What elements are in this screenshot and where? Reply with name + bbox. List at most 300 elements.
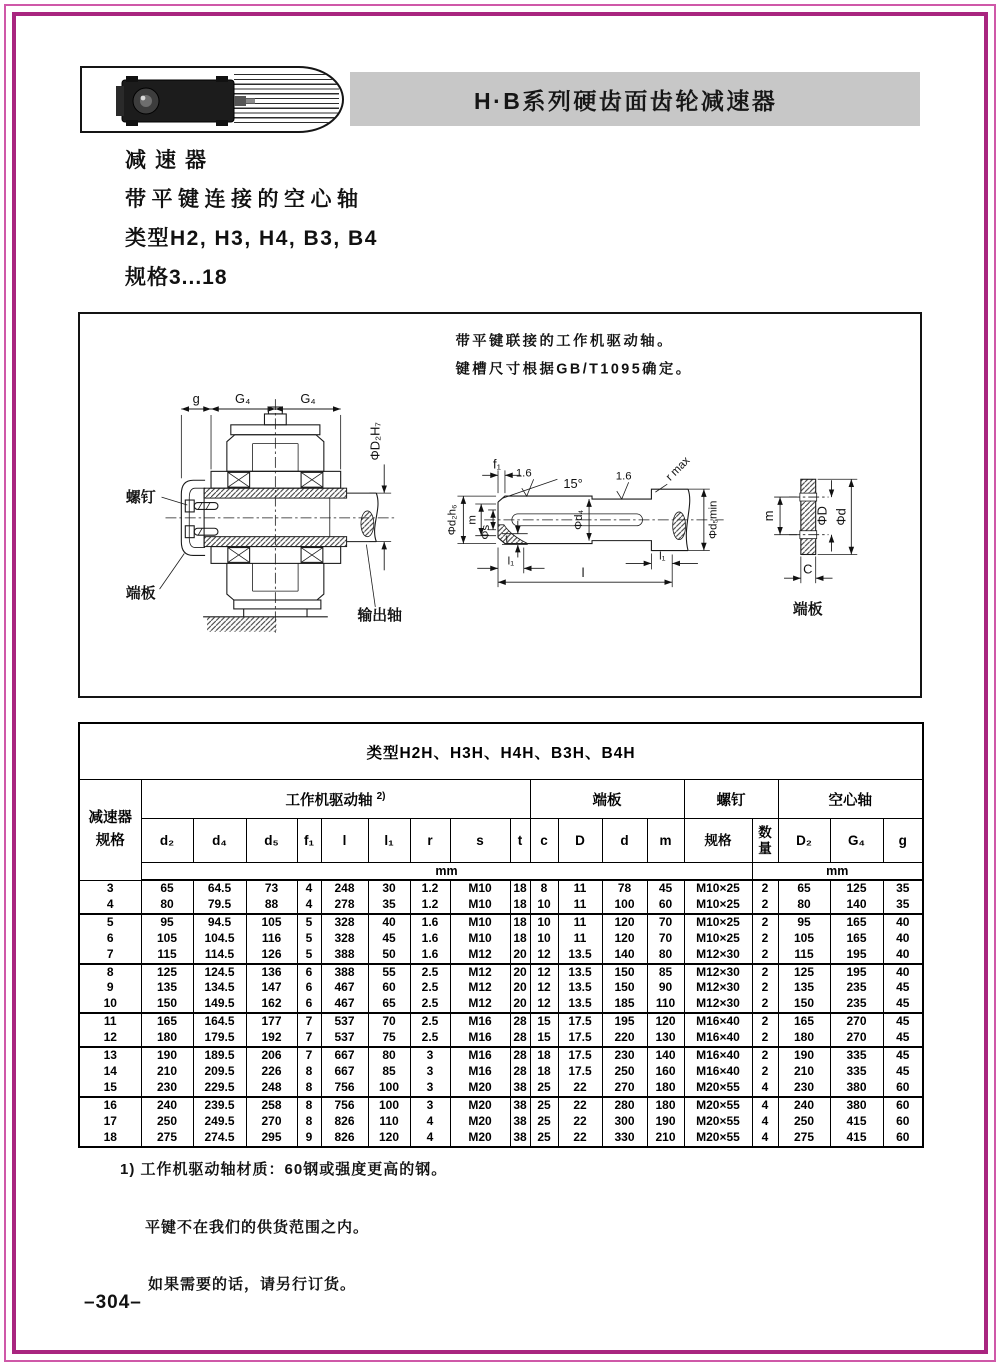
data-cell: M16×40 [684, 1030, 752, 1047]
data-cell: M16 [450, 1013, 510, 1030]
data-cell: 270 [830, 1030, 883, 1047]
data-cell: 110 [368, 1114, 410, 1130]
unit-mm-right: mm [752, 863, 923, 881]
data-cell: 60 [368, 980, 410, 996]
data-cell: M12×30 [684, 980, 752, 996]
data-cell: 209.5 [193, 1064, 246, 1080]
footnote-3: 如果需要的话，请另行订货。 [148, 1276, 357, 1293]
data-cell: 78 [602, 880, 647, 897]
row-size-cell: 14 [79, 1064, 141, 1080]
data-cell: 165 [778, 1013, 830, 1030]
data-cell: M16×40 [684, 1047, 752, 1064]
data-cell: 4 [410, 1130, 450, 1147]
data-cell: 1.2 [410, 880, 450, 897]
data-cell: M12×30 [684, 964, 752, 981]
dim-phi-d: Φd [833, 508, 849, 526]
data-cell: 11 [558, 914, 602, 931]
col-l: l [321, 819, 368, 863]
data-cell: 248 [321, 880, 368, 897]
data-cell: 140 [602, 947, 647, 964]
data-cell: 28 [510, 1064, 530, 1080]
dim-d4: Φd₄ [573, 509, 586, 530]
data-cell: M16×40 [684, 1013, 752, 1030]
data-cell: 80 [778, 897, 830, 914]
data-cell: 3 [410, 1047, 450, 1064]
data-cell: 4 [297, 897, 321, 914]
data-cell: M20×55 [684, 1080, 752, 1097]
col-f1: f₁ [297, 819, 321, 863]
data-cell: M10×25 [684, 931, 752, 947]
data-cell: 180 [647, 1097, 684, 1114]
data-cell: 8 [297, 1080, 321, 1097]
data-cell: 2 [752, 897, 778, 914]
data-cell: 13.5 [558, 996, 602, 1013]
data-cell: 258 [246, 1097, 297, 1114]
data-cell: 2 [752, 996, 778, 1013]
data-cell: 8 [297, 1064, 321, 1080]
data-cell: 190 [778, 1047, 830, 1064]
data-cell: M12 [450, 947, 510, 964]
data-cell: 80 [368, 1047, 410, 1064]
data-cell: 15 [530, 1030, 558, 1047]
data-cell: M10×25 [684, 897, 752, 914]
data-cell: 275 [141, 1130, 193, 1147]
data-cell: 185 [602, 996, 647, 1013]
figure-note-line2: 键槽尺寸根据GB/T1095确定。 [455, 361, 693, 378]
gear-reducer-photo [108, 74, 256, 128]
data-cell: M20 [450, 1080, 510, 1097]
data-cell: 4 [297, 880, 321, 897]
data-cell: 134.5 [193, 980, 246, 996]
data-cell: M16 [450, 1064, 510, 1080]
spec-table-body [79, 880, 923, 1147]
data-cell: 18 [510, 931, 530, 947]
data-cell: 140 [647, 1047, 684, 1064]
table-row [79, 1030, 923, 1047]
data-cell: 104.5 [193, 931, 246, 947]
dim-m-endplate: m [761, 510, 777, 522]
data-cell: 120 [647, 1013, 684, 1030]
data-cell: 73 [246, 880, 297, 897]
data-cell: 230 [778, 1080, 830, 1097]
data-cell: 60 [647, 897, 684, 914]
data-cell: M10 [450, 880, 510, 897]
data-cell: 162 [246, 996, 297, 1013]
data-cell: 467 [321, 996, 368, 1013]
technical-drawing [80, 314, 920, 696]
data-cell: 388 [321, 964, 368, 981]
data-cell: M10 [450, 897, 510, 914]
data-cell: 149.5 [193, 996, 246, 1013]
data-cell: 6 [297, 996, 321, 1013]
data-cell: 45 [883, 1013, 923, 1030]
data-cell: 28 [510, 1047, 530, 1064]
col-d: d [602, 819, 647, 863]
group-drive-shaft-label: 工作机驱动轴 [285, 792, 373, 809]
data-cell: M20 [450, 1114, 510, 1130]
group-end-plate: 端板 [530, 780, 684, 819]
data-cell: 20 [510, 980, 530, 996]
fillet-r-max: r max [663, 454, 693, 484]
data-cell: 7 [297, 1030, 321, 1047]
data-cell: 94.5 [193, 914, 246, 931]
data-cell: 25 [530, 1130, 558, 1147]
data-cell: 40 [883, 947, 923, 964]
col-m: m [647, 819, 684, 863]
data-cell: 230 [141, 1080, 193, 1097]
table-row [79, 1080, 923, 1097]
dim-l1-left: l₁ [507, 555, 515, 568]
data-cell: 274.5 [193, 1130, 246, 1147]
data-cell: 150 [602, 980, 647, 996]
data-cell: 22 [558, 1097, 602, 1114]
data-cell: 190 [647, 1114, 684, 1130]
col-spec: 规格 [684, 819, 752, 863]
data-cell: 150 [141, 996, 193, 1013]
table-row [79, 1114, 923, 1130]
row-size-cell: 4 [79, 897, 141, 914]
data-cell: 3 [410, 1097, 450, 1114]
data-cell: 45 [883, 1047, 923, 1064]
row-size-cell: 10 [79, 996, 141, 1013]
group-hollow-shaft: 空心轴 [778, 780, 923, 819]
data-cell: 115 [778, 947, 830, 964]
data-cell: 150 [602, 964, 647, 981]
data-cell: 25 [530, 1097, 558, 1114]
data-cell: 120 [602, 914, 647, 931]
data-cell: 239.5 [193, 1097, 246, 1114]
data-cell: 2 [752, 1030, 778, 1047]
data-cell: 180 [647, 1080, 684, 1097]
data-cell: 65 [141, 880, 193, 897]
data-cell: 79.5 [193, 897, 246, 914]
group-drive-shaft [141, 780, 530, 819]
data-cell: 9 [297, 1130, 321, 1147]
heading-hollow-shaft: 带平键连接的空心轴 [125, 188, 364, 211]
data-cell: M12 [450, 996, 510, 1013]
data-cell: 12 [530, 947, 558, 964]
data-cell: 45 [883, 980, 923, 996]
data-cell: 38 [510, 1130, 530, 1147]
data-cell: 40 [883, 964, 923, 981]
row-size-cell: 6 [79, 931, 141, 947]
data-cell: 10 [530, 914, 558, 931]
data-cell: 6 [297, 964, 321, 981]
label-screw: 螺钉 [125, 490, 156, 507]
data-cell: 115 [141, 947, 193, 964]
data-cell: 12 [530, 964, 558, 981]
data-cell: 8 [297, 1114, 321, 1130]
data-cell: 160 [647, 1064, 684, 1080]
data-cell: M20 [450, 1097, 510, 1114]
data-cell: 147 [246, 980, 297, 996]
data-cell: 13.5 [558, 980, 602, 996]
data-cell: 667 [321, 1047, 368, 1064]
row-size-cell: 16 [79, 1097, 141, 1114]
data-cell: 38 [510, 1080, 530, 1097]
data-cell: 11 [558, 880, 602, 897]
data-cell: 226 [246, 1064, 297, 1080]
data-cell: 100 [602, 897, 647, 914]
data-cell: 5 [297, 914, 321, 931]
data-cell: 467 [321, 980, 368, 996]
col-r: r [410, 819, 450, 863]
data-cell: 230 [602, 1047, 647, 1064]
data-cell: 2.5 [410, 1013, 450, 1030]
data-cell: 85 [368, 1064, 410, 1080]
row-size-cell: 17 [79, 1114, 141, 1130]
data-cell: 2 [752, 914, 778, 931]
data-cell: 125 [778, 964, 830, 981]
data-cell: 2.5 [410, 980, 450, 996]
table-row [79, 897, 923, 914]
data-cell: M20×55 [684, 1130, 752, 1147]
data-cell: 140 [830, 897, 883, 914]
data-cell: 177 [246, 1013, 297, 1030]
data-cell: M10×25 [684, 880, 752, 897]
data-cell: 125 [141, 964, 193, 981]
col-d4: d₄ [193, 819, 246, 863]
data-cell: 40 [883, 914, 923, 931]
row-size-cell: 15 [79, 1080, 141, 1097]
table-row [79, 996, 923, 1013]
header-banner [350, 72, 920, 126]
data-cell: M10 [450, 914, 510, 931]
data-cell: 275 [778, 1130, 830, 1147]
data-cell: 18 [530, 1064, 558, 1080]
table-group-row [79, 780, 923, 819]
data-cell: 65 [368, 996, 410, 1013]
data-cell: 40 [368, 914, 410, 931]
unit-mm-left: mm [141, 863, 752, 881]
col-G4: G₄ [830, 819, 883, 863]
data-cell: 105 [778, 931, 830, 947]
stub-line2: 规格 [95, 832, 125, 849]
data-cell: 5 [297, 947, 321, 964]
table-row [79, 931, 923, 947]
row-size-cell: 12 [79, 1030, 141, 1047]
stub-line1: 减速器 [88, 809, 132, 826]
data-cell: M10 [450, 931, 510, 947]
dim-g4-left: G₄ [235, 391, 251, 407]
data-cell: 80 [141, 897, 193, 914]
spec-table-wrap [78, 722, 922, 1148]
data-cell: 70 [647, 931, 684, 947]
data-cell: 189.5 [193, 1047, 246, 1064]
data-cell: 1.6 [410, 931, 450, 947]
data-cell: 250 [778, 1114, 830, 1130]
data-cell: 165 [830, 914, 883, 931]
col-d2: d₂ [141, 819, 193, 863]
data-cell: 65 [778, 880, 830, 897]
data-cell: 250 [602, 1064, 647, 1080]
data-cell: 35 [883, 880, 923, 897]
data-cell: 415 [830, 1130, 883, 1147]
table-title: 类型H2H、H3H、H4H、B3H、B4H [79, 723, 923, 780]
data-cell: 2 [752, 947, 778, 964]
data-cell: 90 [647, 980, 684, 996]
data-cell: 1.6 [410, 914, 450, 931]
spec-table [78, 722, 924, 1148]
data-cell: 11 [558, 931, 602, 947]
dim-l: l [581, 565, 585, 581]
dim-g: g [192, 391, 200, 407]
data-cell: 18 [510, 880, 530, 897]
data-cell: 35 [883, 897, 923, 914]
data-cell: 2 [752, 1013, 778, 1030]
data-cell: 248 [246, 1080, 297, 1097]
data-cell: 180 [778, 1030, 830, 1047]
data-cell: 235 [830, 996, 883, 1013]
data-cell: 8 [297, 1097, 321, 1114]
data-cell: 40 [883, 931, 923, 947]
data-cell: 164.5 [193, 1013, 246, 1030]
data-cell: 4 [752, 1080, 778, 1097]
data-cell: 388 [321, 947, 368, 964]
table-unit-row [79, 863, 923, 881]
col-c: c [530, 819, 558, 863]
label-end-plate: 端板 [125, 586, 156, 603]
data-cell: 95 [141, 914, 193, 931]
data-cell: 15 [530, 1013, 558, 1030]
data-cell: 85 [647, 964, 684, 981]
data-cell: M16×40 [684, 1064, 752, 1080]
dim-s: Φs [480, 524, 493, 540]
data-cell: 190 [141, 1047, 193, 1064]
data-cell: 22 [558, 1114, 602, 1130]
data-cell: 180 [141, 1030, 193, 1047]
reducer-section-drawing [126, 391, 402, 633]
footnote-2: 平键不在我们的供货范围之内。 [145, 1219, 370, 1236]
data-cell: 415 [830, 1114, 883, 1130]
data-cell: 64.5 [193, 880, 246, 897]
data-cell: M20×55 [684, 1097, 752, 1114]
dim-t: t [505, 533, 509, 546]
data-cell: 135 [141, 980, 193, 996]
data-cell: 105 [141, 931, 193, 947]
data-cell: 18 [510, 897, 530, 914]
dim-m-shaft: m [466, 515, 479, 525]
data-cell: 2.5 [410, 996, 450, 1013]
data-cell: 28 [510, 1013, 530, 1030]
data-cell: 10 [530, 931, 558, 947]
data-cell: 756 [321, 1080, 368, 1097]
data-cell: 330 [602, 1130, 647, 1147]
data-cell: M12 [450, 964, 510, 981]
data-cell: 17.5 [558, 1030, 602, 1047]
data-cell: 125 [830, 880, 883, 897]
data-cell: 7 [297, 1013, 321, 1030]
data-cell: M12×30 [684, 947, 752, 964]
data-cell: M16 [450, 1030, 510, 1047]
data-cell: 335 [830, 1047, 883, 1064]
data-cell: M20×55 [684, 1114, 752, 1130]
data-cell: 10 [530, 897, 558, 914]
col-l1: l₁ [368, 819, 410, 863]
table-row [79, 880, 923, 897]
data-cell: 380 [830, 1080, 883, 1097]
table-row [79, 947, 923, 964]
data-cell: 80 [647, 947, 684, 964]
data-cell: 17.5 [558, 1047, 602, 1064]
data-cell: 2.5 [410, 964, 450, 981]
data-cell: 12 [530, 980, 558, 996]
data-cell: 165 [141, 1013, 193, 1030]
row-size-cell: 3 [79, 880, 141, 897]
data-cell: 105 [246, 914, 297, 931]
data-cell: 210 [647, 1130, 684, 1147]
data-cell: M12 [450, 980, 510, 996]
heading-reducer: 减速器 [125, 149, 215, 172]
data-cell: 4 [410, 1114, 450, 1130]
data-cell: 25 [530, 1114, 558, 1130]
dim-C: C [803, 561, 813, 577]
data-cell: M20 [450, 1130, 510, 1147]
data-cell: 100 [368, 1080, 410, 1097]
data-cell: 116 [246, 931, 297, 947]
data-cell: 220 [602, 1030, 647, 1047]
row-size-cell: 18 [79, 1130, 141, 1147]
data-cell: 45 [647, 880, 684, 897]
data-cell: 95 [778, 914, 830, 931]
data-cell: 195 [830, 964, 883, 981]
data-cell: 38 [510, 1114, 530, 1130]
data-cell: 537 [321, 1030, 368, 1047]
footnote-1: 1) 工作机驱动轴材质：60钢或强度更高的钢。 [120, 1161, 448, 1178]
data-cell: 195 [602, 1013, 647, 1030]
data-cell: 35 [368, 897, 410, 914]
table-title-row [79, 723, 923, 780]
data-cell: 3 [410, 1064, 450, 1080]
figure-note-line1: 带平键联接的工作机驱动轴。 [455, 333, 674, 350]
data-cell: 7 [297, 1047, 321, 1064]
drive-shaft-drawing [446, 455, 723, 588]
data-cell: 88 [246, 897, 297, 914]
row-size-cell: 9 [79, 980, 141, 996]
data-cell: 826 [321, 1114, 368, 1130]
row-size-cell: 7 [79, 947, 141, 964]
dim-d5min: Φd₅min [707, 500, 720, 540]
label-output-shaft: 输出轴 [357, 607, 402, 624]
group-screw: 螺钉 [684, 780, 778, 819]
col-g: g [883, 819, 923, 863]
data-cell: 2 [752, 931, 778, 947]
data-cell: 60 [883, 1080, 923, 1097]
data-cell: 135 [778, 980, 830, 996]
data-cell: 60 [883, 1097, 923, 1114]
data-cell: 165 [830, 931, 883, 947]
heading-sizes: 规格3...18 [125, 266, 228, 289]
data-cell: 826 [321, 1130, 368, 1147]
data-cell: 150 [778, 996, 830, 1013]
data-cell: 20 [510, 996, 530, 1013]
col-d5: d₅ [246, 819, 297, 863]
data-cell: 210 [778, 1064, 830, 1080]
finish-mark-right: 1.6 [615, 470, 632, 483]
data-cell: 20 [510, 947, 530, 964]
dim-f1: f₁ [493, 456, 501, 472]
data-cell: 4 [752, 1130, 778, 1147]
data-cell: 70 [647, 914, 684, 931]
data-cell: 270 [602, 1080, 647, 1097]
data-cell: 75 [368, 1030, 410, 1047]
col-qty: 数量 [752, 819, 778, 863]
data-cell: 328 [321, 931, 368, 947]
data-cell: 20 [510, 964, 530, 981]
data-cell: 18 [530, 1047, 558, 1064]
data-cell: 60 [883, 1114, 923, 1130]
table-column-row [79, 819, 923, 863]
